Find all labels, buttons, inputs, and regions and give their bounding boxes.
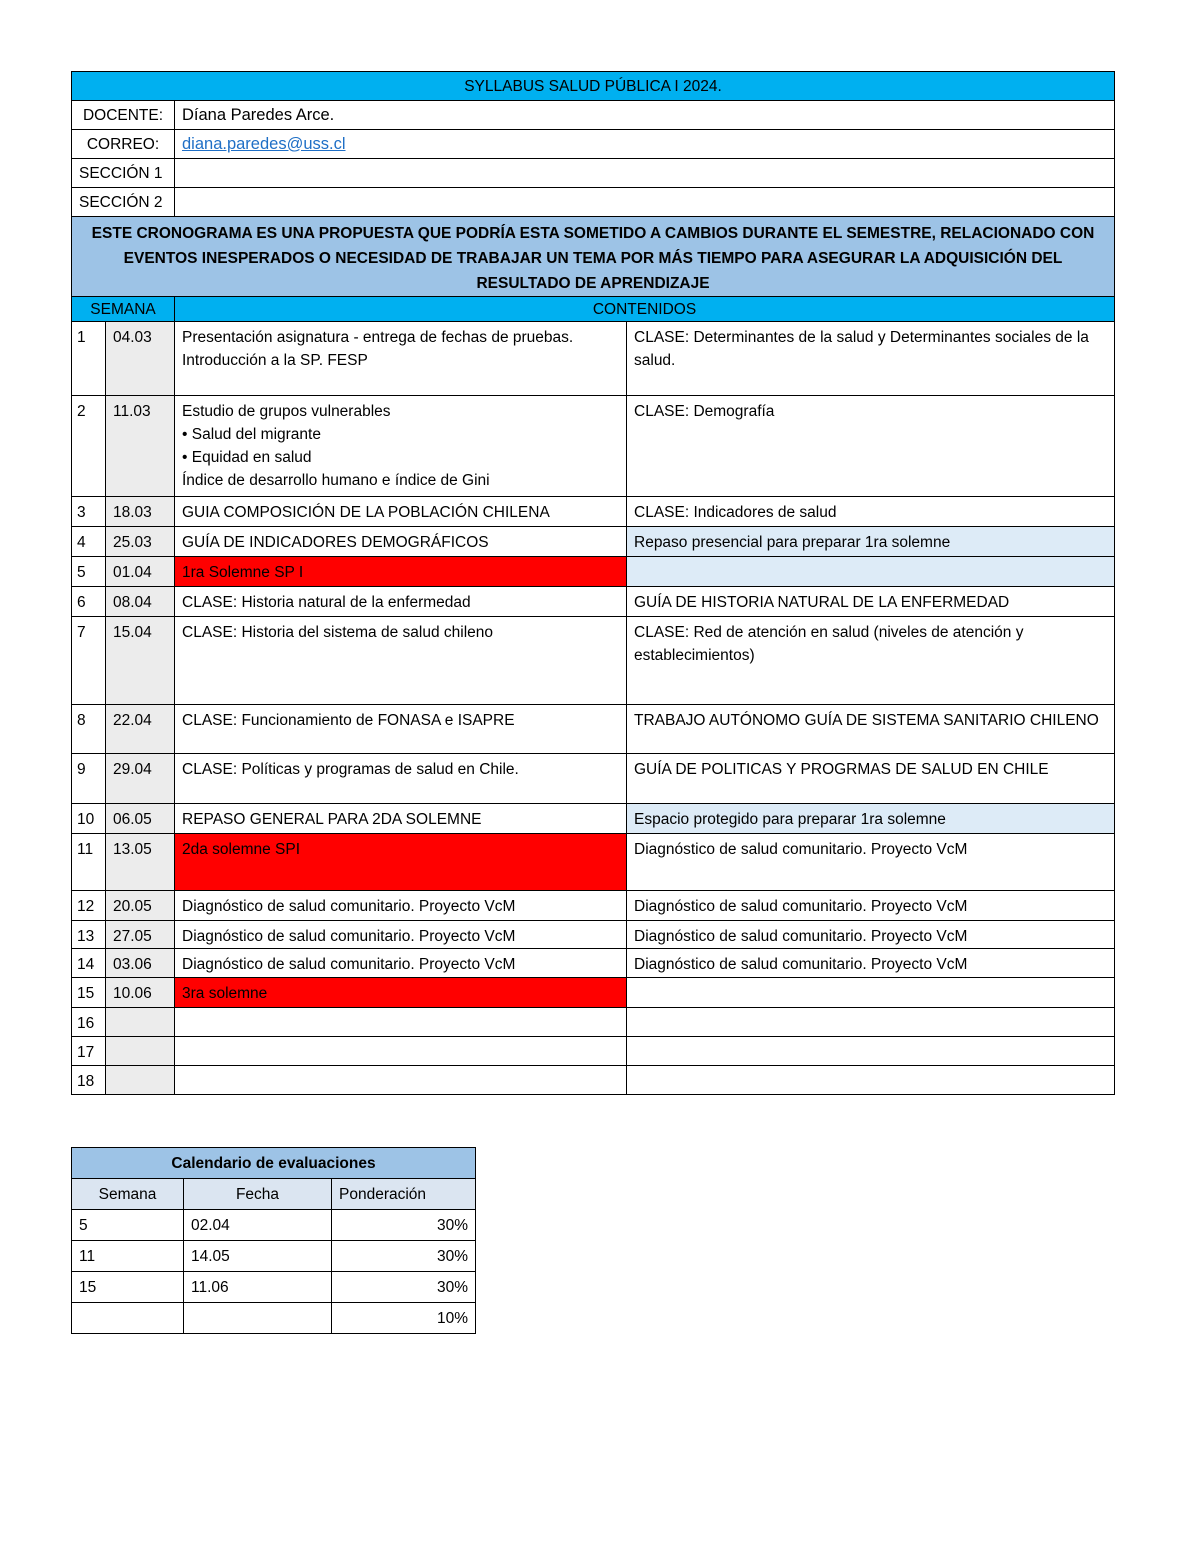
week-date: 10.06 bbox=[106, 978, 175, 1008]
eval-ponderacion: 30% bbox=[332, 1272, 476, 1303]
seccion1-label: SECCIÓN 1 bbox=[72, 159, 175, 188]
week-content-1 bbox=[175, 1066, 627, 1095]
week-content-1: Presentación asignatura - entrega de fechas de pruebas. Introducción a la SP. FESP bbox=[175, 322, 627, 396]
week-row bbox=[72, 1066, 1115, 1095]
eval-semana: 5 bbox=[72, 1210, 184, 1241]
week-content-1: 2da solemne SPI bbox=[175, 834, 627, 891]
week-number: 16 bbox=[72, 1008, 106, 1037]
week-date: 20.05 bbox=[106, 891, 175, 921]
week-number: 10 bbox=[72, 804, 106, 834]
week-content-1: GUÍA DE INDICADORES DEMOGRÁFICOS bbox=[175, 527, 627, 557]
week-content-2: Diagnóstico de salud comunitario. Proyecto VcM bbox=[627, 921, 1115, 949]
week-row bbox=[72, 921, 1115, 949]
semana-header: SEMANA bbox=[72, 297, 175, 322]
column-header-row bbox=[72, 297, 1115, 322]
eval-row bbox=[72, 1210, 476, 1241]
seccion2-row bbox=[72, 188, 1115, 217]
week-row bbox=[72, 949, 1115, 978]
week-row bbox=[72, 834, 1115, 891]
syllabus-table bbox=[71, 71, 1115, 1095]
week-row bbox=[72, 978, 1115, 1008]
week-content-2: Diagnóstico de salud comunitario. Proyecto VcM bbox=[627, 949, 1115, 978]
week-content-2 bbox=[627, 1066, 1115, 1095]
week-number: 3 bbox=[72, 497, 106, 527]
eval-fecha bbox=[184, 1303, 332, 1334]
week-number: 6 bbox=[72, 587, 106, 617]
week-date: 08.04 bbox=[106, 587, 175, 617]
seccion2-label: SECCIÓN 2 bbox=[72, 188, 175, 217]
week-row bbox=[72, 1008, 1115, 1037]
week-content-1: GUIA COMPOSICIÓN DE LA POBLACIÓN CHILENA bbox=[175, 497, 627, 527]
week-number: 12 bbox=[72, 891, 106, 921]
week-content-1: Diagnóstico de salud comunitario. Proyecto VcM bbox=[175, 921, 627, 949]
week-date: 04.03 bbox=[106, 322, 175, 396]
seccion1-row bbox=[72, 159, 1115, 188]
week-content-1 bbox=[175, 396, 627, 497]
week-content-2: CLASE: Determinantes de la salud y Determinantes sociales de la salud. bbox=[627, 322, 1115, 396]
week-content-2 bbox=[627, 1037, 1115, 1066]
week-number: 2 bbox=[72, 396, 106, 497]
correo-label: CORREO: bbox=[72, 130, 175, 159]
eval-row bbox=[72, 1241, 476, 1272]
week-number: 9 bbox=[72, 754, 106, 804]
eval-header-row bbox=[72, 1179, 476, 1210]
week-row bbox=[72, 891, 1115, 921]
week-number: 8 bbox=[72, 705, 106, 754]
week-number: 1 bbox=[72, 322, 106, 396]
week-content-1: Diagnóstico de salud comunitario. Proyecto VcM bbox=[175, 891, 627, 921]
week-content-1: CLASE: Políticas y programas de salud en Chile. bbox=[175, 754, 627, 804]
week-content-1: CLASE: Funcionamiento de FONASA e ISAPRE bbox=[175, 705, 627, 754]
docente-value: Díana Paredes Arce. bbox=[175, 101, 1115, 130]
week-content-1: REPASO GENERAL PARA 2DA SOLEMNE bbox=[175, 804, 627, 834]
notice-row bbox=[72, 217, 1115, 297]
week-date: 13.05 bbox=[106, 834, 175, 891]
week-content-1: CLASE: Historia del sistema de salud chileno bbox=[175, 617, 627, 705]
week-number: 13 bbox=[72, 921, 106, 949]
week-content-1: Diagnóstico de salud comunitario. Proyecto VcM bbox=[175, 949, 627, 978]
week-date: 25.03 bbox=[106, 527, 175, 557]
week-content-1: CLASE: Historia natural de la enfermedad bbox=[175, 587, 627, 617]
week-content-2 bbox=[627, 978, 1115, 1008]
week-date bbox=[106, 1008, 175, 1037]
syllabus-title: SYLLABUS SALUD PÚBLICA I 2024. bbox=[72, 72, 1115, 101]
week-number: 15 bbox=[72, 978, 106, 1008]
week-row bbox=[72, 705, 1115, 754]
eval-semana bbox=[72, 1303, 184, 1334]
seccion2-value bbox=[175, 188, 1115, 217]
schedule-notice: ESTE CRONOGRAMA ES UNA PROPUESTA QUE PODRÍA ESTA SOMETIDO A CAMBIOS DURANTE EL SEMESTRE, RELACIONADO CON EVENTOS INESPERADOS O NECESIDAD DE TRABAJAR UN TEMA POR MÁS TIEMPO PARA ASEGURAR LA ADQUISICIÓN DEL RESULTADO DE APRENDIZAJE bbox=[72, 217, 1115, 297]
eval-fecha: 14.05 bbox=[184, 1241, 332, 1272]
week-row bbox=[72, 804, 1115, 834]
week-date bbox=[106, 1037, 175, 1066]
week-number: 17 bbox=[72, 1037, 106, 1066]
week-date: 22.04 bbox=[106, 705, 175, 754]
eval-header-semana: Semana bbox=[72, 1179, 184, 1210]
docente-label: DOCENTE: bbox=[72, 101, 175, 130]
eval-row bbox=[72, 1272, 476, 1303]
title-row bbox=[72, 72, 1115, 101]
week-content-2 bbox=[627, 557, 1115, 587]
week-date: 18.03 bbox=[106, 497, 175, 527]
week-content-2: Espacio protegido para preparar 1ra solemne bbox=[627, 804, 1115, 834]
week-content-2: CLASE: Demografía bbox=[627, 396, 1115, 497]
week-number: 4 bbox=[72, 527, 106, 557]
week-date: 11.03 bbox=[106, 396, 175, 497]
week-date: 15.04 bbox=[106, 617, 175, 705]
eval-fecha: 02.04 bbox=[184, 1210, 332, 1241]
correo-cell bbox=[175, 130, 1115, 159]
week-content-1 bbox=[175, 1008, 627, 1037]
eval-ponderacion: 10% bbox=[332, 1303, 476, 1334]
week-content-2: Diagnóstico de salud comunitario. Proyecto VcM bbox=[627, 891, 1115, 921]
week-row bbox=[72, 322, 1115, 396]
eval-header-ponderacion: Ponderación bbox=[332, 1179, 476, 1210]
week-number: 5 bbox=[72, 557, 106, 587]
week-row bbox=[72, 557, 1115, 587]
week-number: 7 bbox=[72, 617, 106, 705]
week-row bbox=[72, 497, 1115, 527]
eval-fecha: 11.06 bbox=[184, 1272, 332, 1303]
week-content-1: 3ra solemne bbox=[175, 978, 627, 1008]
week-content-1: 1ra Solemne SP I bbox=[175, 557, 627, 587]
eval-header-fecha: Fecha bbox=[184, 1179, 332, 1210]
week-content-2: GUÍA DE POLITICAS Y PROGRMAS DE SALUD EN CHILE bbox=[627, 754, 1115, 804]
eval-semana: 15 bbox=[72, 1272, 184, 1303]
docente-row bbox=[72, 101, 1115, 130]
contenidos-header: CONTENIDOS bbox=[175, 297, 1115, 322]
week-content-1 bbox=[175, 1037, 627, 1066]
week-date: 06.05 bbox=[106, 804, 175, 834]
correo-row bbox=[72, 130, 1115, 159]
weeks-body bbox=[72, 322, 1115, 1095]
seccion1-value bbox=[175, 159, 1115, 188]
eval-title-row bbox=[72, 1148, 476, 1179]
week-content-2: Diagnóstico de salud comunitario. Proyecto VcM bbox=[627, 834, 1115, 891]
week-number: 18 bbox=[72, 1066, 106, 1095]
content-line: Estudio de grupos vulnerables bbox=[182, 403, 391, 420]
week-date: 27.05 bbox=[106, 921, 175, 949]
week-content-2: GUÍA DE HISTORIA NATURAL DE LA ENFERMEDAD bbox=[627, 587, 1115, 617]
week-content-2: CLASE: Red de atención en salud (niveles de atención y establecimientos) bbox=[627, 617, 1115, 705]
week-content-2: CLASE: Indicadores de salud bbox=[627, 497, 1115, 527]
content-line: • Equidad en salud bbox=[182, 449, 312, 466]
eval-ponderacion: 30% bbox=[332, 1241, 476, 1272]
eval-semana: 11 bbox=[72, 1241, 184, 1272]
week-date: 01.04 bbox=[106, 557, 175, 587]
week-date bbox=[106, 1066, 175, 1095]
week-date: 03.06 bbox=[106, 949, 175, 978]
week-content-2 bbox=[627, 1008, 1115, 1037]
content-line: Índice de desarrollo humano e índice de Gini bbox=[182, 472, 490, 489]
eval-row bbox=[72, 1303, 476, 1334]
eval-ponderacion: 30% bbox=[332, 1210, 476, 1241]
evaluation-calendar-table bbox=[71, 1147, 476, 1334]
week-row bbox=[72, 587, 1115, 617]
email-link[interactable]: diana.paredes@uss.cl bbox=[182, 134, 346, 153]
eval-calendar-title: Calendario de evaluaciones bbox=[72, 1148, 476, 1179]
week-row bbox=[72, 617, 1115, 705]
week-row bbox=[72, 1037, 1115, 1066]
week-date: 29.04 bbox=[106, 754, 175, 804]
week-row bbox=[72, 754, 1115, 804]
week-row bbox=[72, 396, 1115, 497]
week-content-2: Repaso presencial para preparar 1ra solemne bbox=[627, 527, 1115, 557]
week-row bbox=[72, 527, 1115, 557]
week-number: 14 bbox=[72, 949, 106, 978]
week-content-2: TRABAJO AUTÓNOMO GUÍA DE SISTEMA SANITARIO CHILENO bbox=[627, 705, 1115, 754]
content-line: • Salud del migrante bbox=[182, 426, 321, 443]
week-number: 11 bbox=[72, 834, 106, 891]
